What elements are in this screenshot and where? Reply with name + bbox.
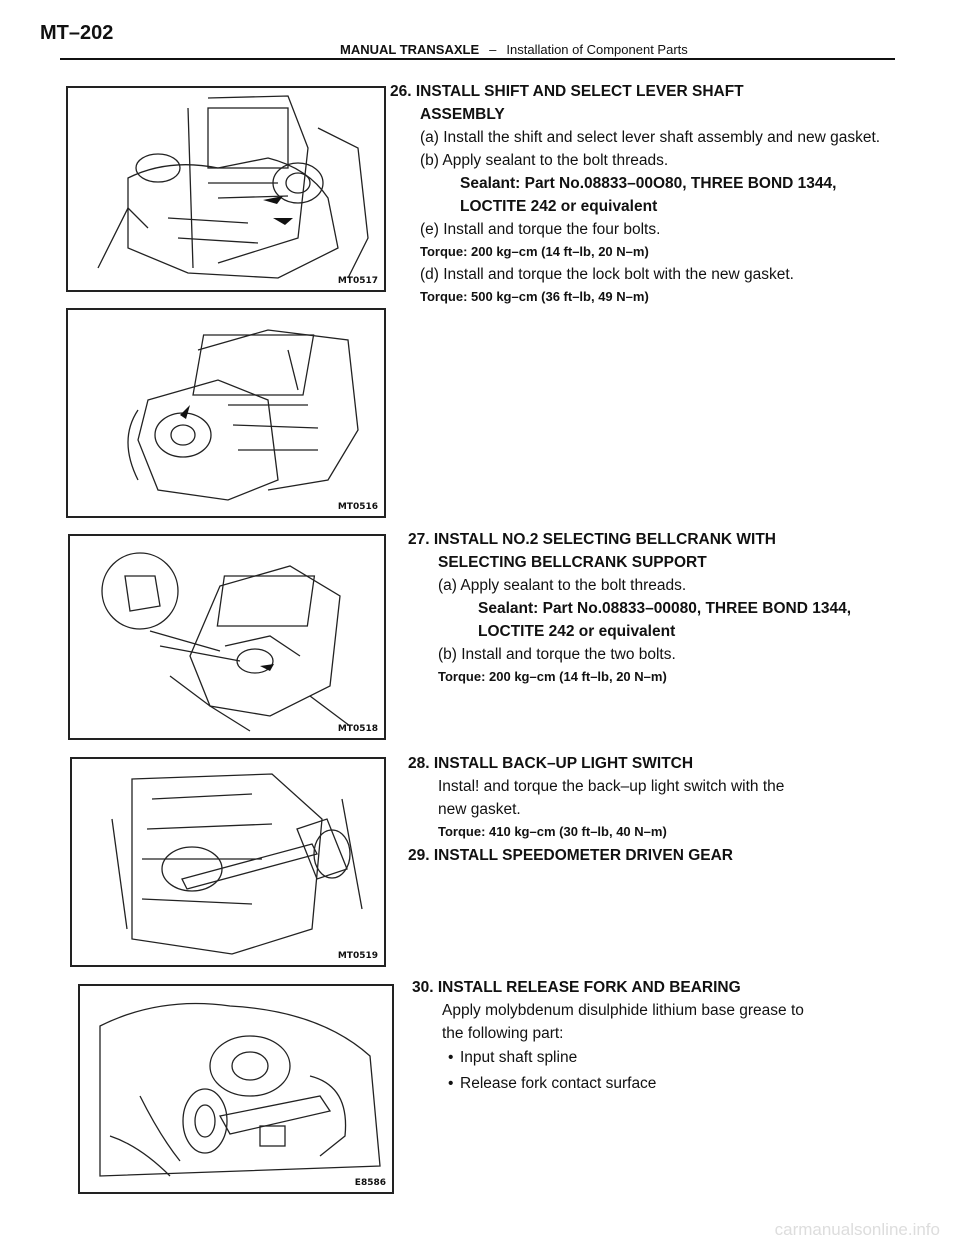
figure-mt0517 — [66, 86, 386, 292]
step-28-torque: Torque: 410 kg–cm (30 ft–lb, 40 N–m) — [438, 824, 667, 839]
step-26-b: (b) Apply sealant to the bolt threads. — [420, 152, 669, 169]
step-27-heading-cont: SELECTING BELLCRANK SUPPORT — [438, 554, 707, 571]
step-26-torque-2: Torque: 500 kg–cm (36 ft–lb, 49 N–m) — [420, 289, 649, 304]
step-28-line-2: new gasket. — [438, 801, 521, 818]
page-number: MT–202 — [40, 22, 114, 44]
step-28-heading: 28. INSTALL BACK–UP LIGHT SWITCH — [408, 755, 694, 772]
running-header — [340, 42, 688, 57]
step-29-heading: 29. INSTALL SPEEDOMETER DRIVEN GEAR — [408, 847, 733, 864]
release-fork-illustration — [80, 986, 392, 1192]
step-26-sealant-cont: LOCTITE 242 or equivalent — [460, 198, 658, 215]
step-28-line-1: Instal! and torque the back–up light switch with the — [438, 778, 785, 795]
figure-id: E8586 — [354, 1178, 386, 1188]
figure-id: MT0517 — [337, 276, 378, 286]
step-29 — [408, 844, 948, 867]
step-27-b: (b) Install and torque the two bolts. — [438, 646, 676, 663]
section-title: MANUAL TRANSAXLE — [340, 42, 480, 57]
step-27-a: (a) Apply sealant to the bolt threads. — [438, 577, 687, 594]
step-30-bullet: • Input shaft spline — [412, 1045, 942, 1071]
step-27-sealant: Sealant: Part No.08833–00080, THREE BOND 1344, — [478, 600, 852, 617]
transaxle-illustration-1 — [68, 88, 384, 290]
step-27-heading: 27. INSTALL NO.2 SELECTING BELLCRANK WITH — [408, 531, 776, 548]
step-26-heading-cont: ASSEMBLY — [420, 106, 505, 123]
step-30 — [412, 976, 942, 1097]
figure-mt0516 — [66, 308, 386, 518]
step-26-torque-1: Torque: 200 kg–cm (14 ft–lb, 20 N–m) — [420, 244, 649, 259]
step-27-sealant-cont: LOCTITE 242 or equivalent — [478, 623, 676, 640]
step-26-sealant: Sealant: Part No.08833–00O80, THREE BOND 1344, — [460, 175, 837, 192]
figure-mt0518 — [68, 534, 386, 740]
step-26-d: (d) Install and torque the lock bolt with the new gasket. — [420, 266, 794, 283]
step-30-bullet: • Release fork contact surface — [412, 1071, 942, 1097]
step-26 — [390, 80, 950, 308]
watermark: carmanualsonline.info — [774, 1220, 940, 1239]
subsection-title: Installation of Component Parts — [506, 42, 688, 57]
step-30-line-1: Apply molybdenum disulphide lithium base grease to — [442, 1002, 804, 1019]
figure-e8586 — [78, 984, 394, 1194]
figure-mt0519 — [70, 757, 386, 967]
header-separator: – — [489, 42, 497, 57]
step-27-torque: Torque: 200 kg–cm (14 ft–lb, 20 N–m) — [438, 669, 667, 684]
step-26-heading: 26. INSTALL SHIFT AND SELECT LEVER SHAFT — [390, 83, 744, 100]
step-26-a: (a) Install the shift and select lever shaft assembly and new gasket. — [420, 129, 881, 146]
transaxle-illustration-2 — [68, 310, 384, 516]
backup-light-switch-illustration — [72, 759, 384, 965]
step-30-line-2: the following part: — [442, 1025, 564, 1042]
header-rule — [60, 58, 895, 60]
figure-id: MT0519 — [337, 951, 378, 961]
step-30-heading: 30. INSTALL RELEASE FORK AND BEARING — [412, 979, 741, 996]
figure-id: MT0516 — [337, 502, 378, 512]
step-26-e: (e) Install and torque the four bolts. — [420, 221, 661, 238]
step-27 — [408, 528, 948, 688]
bellcrank-illustration — [70, 536, 384, 738]
figure-id: MT0518 — [337, 724, 378, 734]
step-28 — [408, 752, 948, 843]
